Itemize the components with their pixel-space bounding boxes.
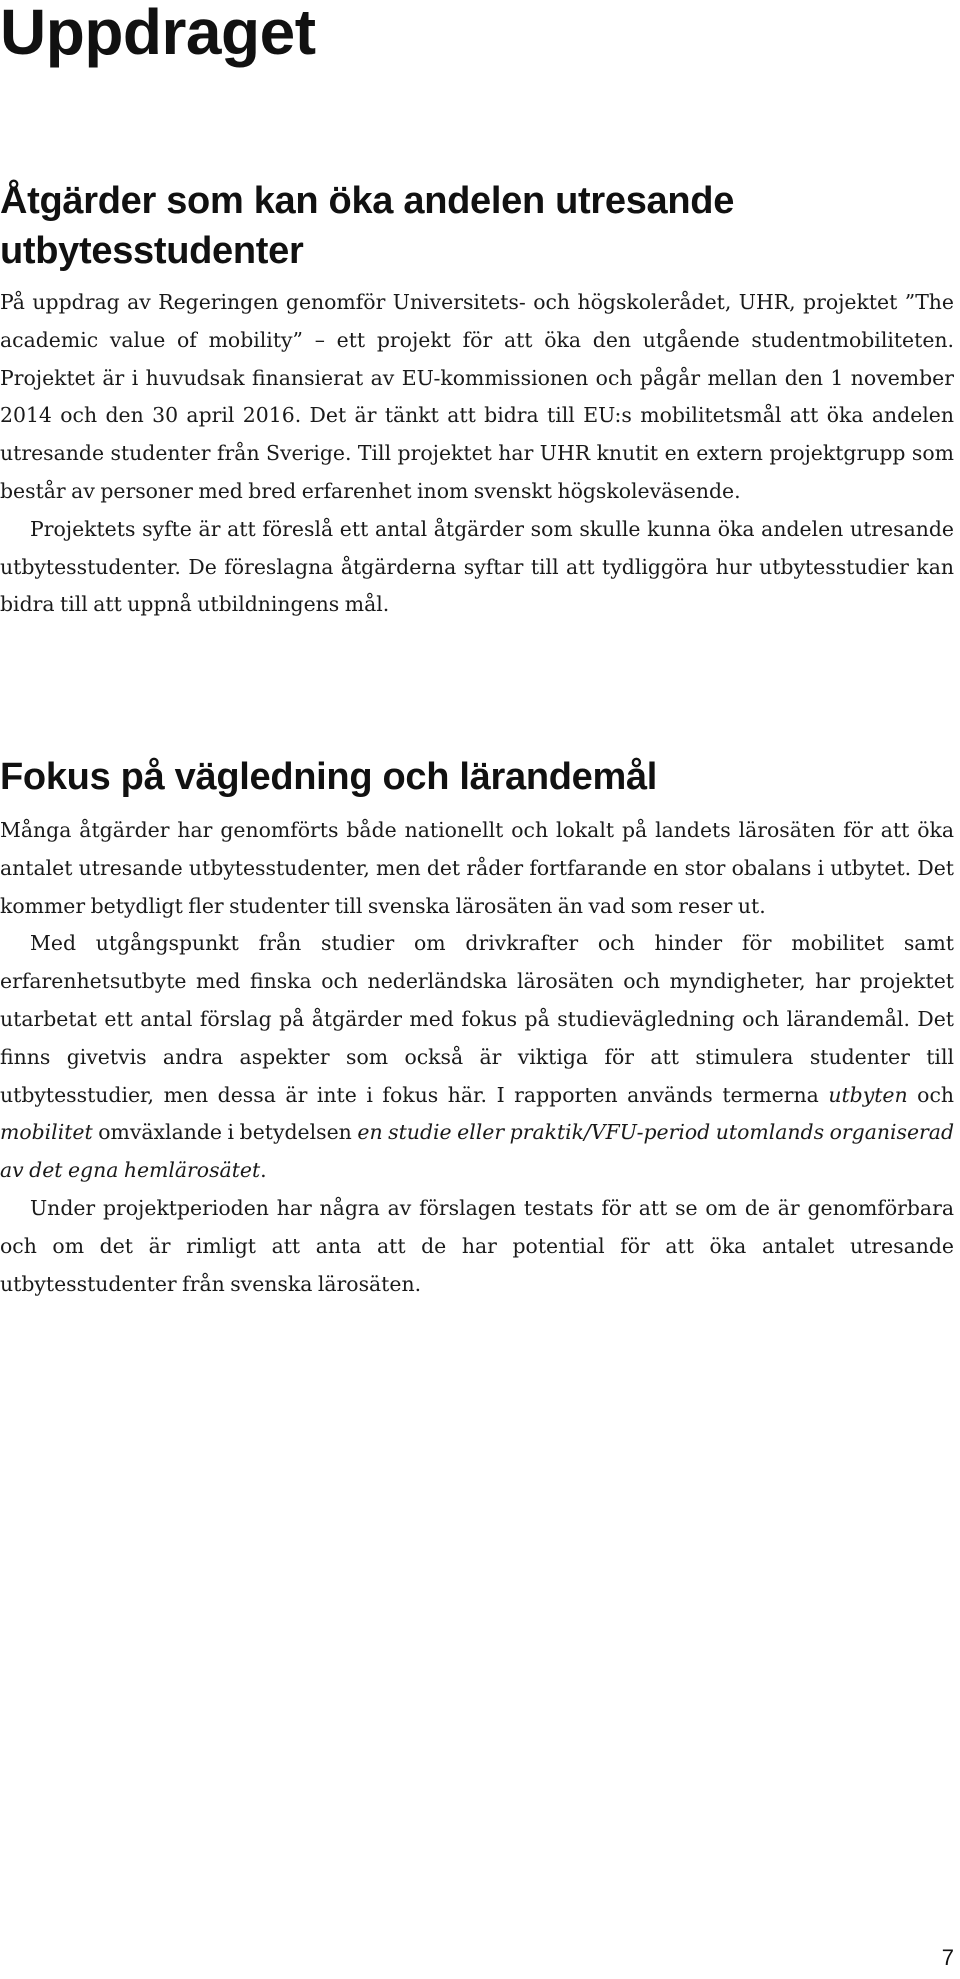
page-title: Uppdraget	[0, 0, 316, 68]
section-heading-measures: Åtgärder som kan öka andelen utresande utbytesstudenter	[0, 180, 735, 272]
section-measures	[0, 176, 954, 624]
term-definition: en studie eller praktik/VFU-period utomlands organiserad av det egna hemlärosätet	[0, 1120, 955, 1183]
paragraph-text: och	[907, 1082, 955, 1107]
paragraph-assignment: På uppdrag av Regeringen genomför Universitets- och högskolerådet, UHR, projektet ”The academic value of mobility” – ett projekt för att öka den utgående studentmobiliteten. Projektet är i huvudsak finansierat av EU-kommissionen och pågår mellan den 1 november 2014 och den 30 april 2016. Det är tänkt att bidra till EU:s mobilitetsmål att öka andelen utresande studenter från Sverige. Till projektet har UHR knutit en extern projektgrupp som består av personer med bred erfarenhet inom svenskt högskoleväsende.	[0, 290, 954, 503]
paragraph-text: .	[260, 1158, 267, 1183]
paragraph-project-period: Under projektperioden har några av förslagen testats för att se om de är genomförbara och om det är rimligt att anta att de har potential för att öka antalet utresande utbytesstudenter från svenska lärosäten.	[0, 1195, 954, 1296]
paragraph-starting-point	[0, 925, 954, 1190]
term-exchanges: utbyten	[828, 1082, 908, 1107]
section-heading-guidance: Fokus på vägledning och lärandemål	[0, 756, 658, 798]
paragraph-purpose: Projektets syfte är att föreslå ett antal åtgärder som skulle kunna öka andelen utresande utbytesstudenter. De föreslagna åtgärderna syftar till att tydliggöra hur utbytesstudier kan bidra till att uppnå utbildningens mål.	[0, 516, 954, 617]
term-mobility: mobilitet	[0, 1120, 93, 1145]
page-number: 7	[941, 1945, 954, 1970]
section-guidance-focus	[0, 752, 954, 1303]
paragraph-text: omväxlande i betydelsen	[92, 1120, 358, 1145]
paragraph-measures-taken: Många åtgärder har genomförts både nationellt och lokalt på landets lärosäten för att öka antalet utresande utbytesstudenter, men det råder fortfarande en stor obalans i utbytet. Det kommer betydligt fler studenter till svenska lärosäten än vad som reser ut.	[0, 818, 954, 918]
paragraph-text: Med utgångspunkt från studier om drivkrafter och hinder för mobilitet samt erfarenhetsutbyte med finska och nederländska lärosäten och myndigheter, har projektet utarbetat ett antal förslag på åtgärder med fokus på studievägledning och lärandemål. Det finns givetvis andra aspekter som också är viktiga för att stimulera studenter till utbytesstudier, men dessa är inte i fokus här. I rapporten används termerna	[0, 931, 954, 1107]
